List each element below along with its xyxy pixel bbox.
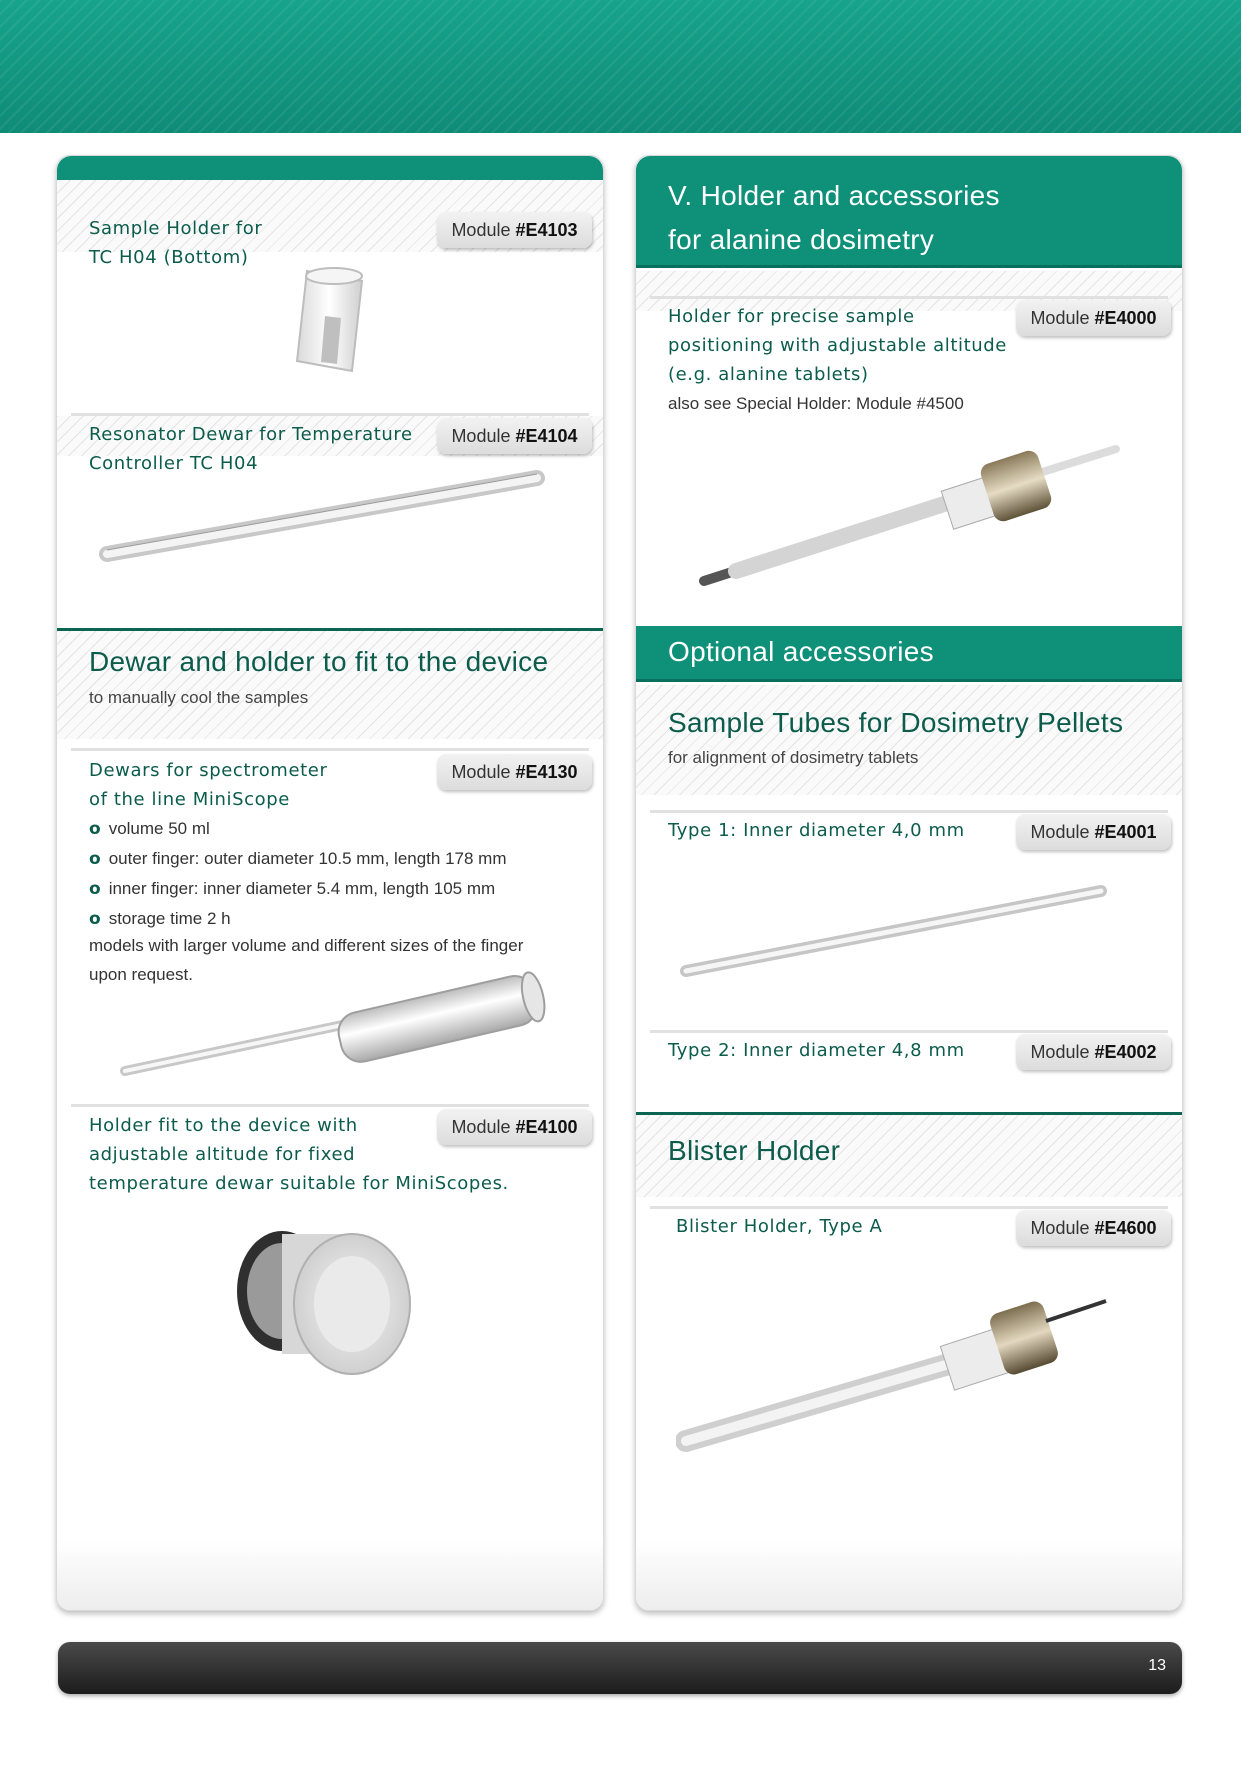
module-badge-e4130: Module #E4130 [437,754,592,790]
section-title-blister: Blister Holder [668,1135,841,1166]
section-subtitle-dewar: to manually cool the samples [89,688,309,707]
optional-header-title: Optional accessories [668,636,934,667]
module-badge-e4104: Module #E4104 [437,418,592,454]
module-badge-e4103: Module #E4103 [437,212,592,248]
module-badge-e4000: Module #E4000 [1016,300,1171,336]
alanine-holder-image [696,431,1136,591]
alanine-holder-title: Holder for precise sample positioning with adjustable altitude (e.g. alanine tablets) [668,306,1007,385]
page-number: 13 [1148,1657,1166,1674]
list-item: o inner finger: inner diameter 5.4 mm, length 105 mm [89,874,507,904]
module-badge-e4002: Module #E4002 [1016,1034,1171,1070]
right-panel [635,155,1183,1611]
list-item: o outer finger: outer diameter 10.5 mm, length 178 mm [89,844,507,874]
alanine-holder-note: also see Special Holder: Module #4500 [668,394,964,413]
divider [650,1206,1168,1209]
section-title-tubes: Sample Tubes for Dosimetry Pellets [668,707,1124,738]
list-item: o storage time 2 h [89,904,507,934]
optional-header [636,626,1182,682]
alanine-header [636,156,1182,268]
module-badge-e4001: Module #E4001 [1016,814,1171,850]
module-badge-e4100: Module #E4100 [437,1109,592,1145]
footer-bar [58,1642,1182,1694]
dewars-spec-list [89,814,507,934]
resonator-dewar-image [97,466,557,566]
holder-fit-image [227,1216,417,1396]
type1-tube-image [676,876,1116,986]
alanine-header-title: V. Holder and accessories for alanine dosimetry [668,180,1000,255]
panel-fade [636,1540,1182,1610]
sample-holder-image [267,256,387,386]
list-item: o volume 50 ml [89,814,507,844]
module-badge-e4600: Module #E4600 [1016,1210,1171,1246]
holder-fit-title: Holder fit to the device with adjustable altitude for fixed temperature dewar suitable for MiniScopes. [89,1115,509,1194]
dewars-note: models with larger volume and different sizes of the finger upon request. [89,936,524,984]
blister-title: Blister Holder, Type A [676,1216,883,1237]
section-title-dewar: Dewar and holder to fit to the device [89,646,549,677]
resonator-dewar-title: Resonator Dewar for Temperature Controller TC H04 [89,424,413,474]
dewar-image [117,966,557,1086]
left-panel-green-strip [57,156,603,180]
left-panel [56,155,604,1611]
divider [650,1030,1168,1033]
divider [71,1104,589,1107]
dewars-title: Dewars for spectrometer of the line MiniScope [89,760,328,810]
type2-title: Type 2: Inner diameter 4,8 mm [668,1040,965,1061]
divider [71,748,589,751]
top-banner [0,0,1241,133]
sample-holder-title: Sample Holder for TC H04 (Bottom) [89,218,263,268]
panel-fade [57,1540,603,1610]
divider [650,296,1168,299]
blister-holder-image [676,1281,1136,1456]
divider [650,810,1168,813]
hatch-band [636,685,1182,795]
type1-title: Type 1: Inner diameter 4,0 mm [668,820,965,841]
section-subtitle-tubes: for alignment of dosimetry tablets [668,748,919,767]
